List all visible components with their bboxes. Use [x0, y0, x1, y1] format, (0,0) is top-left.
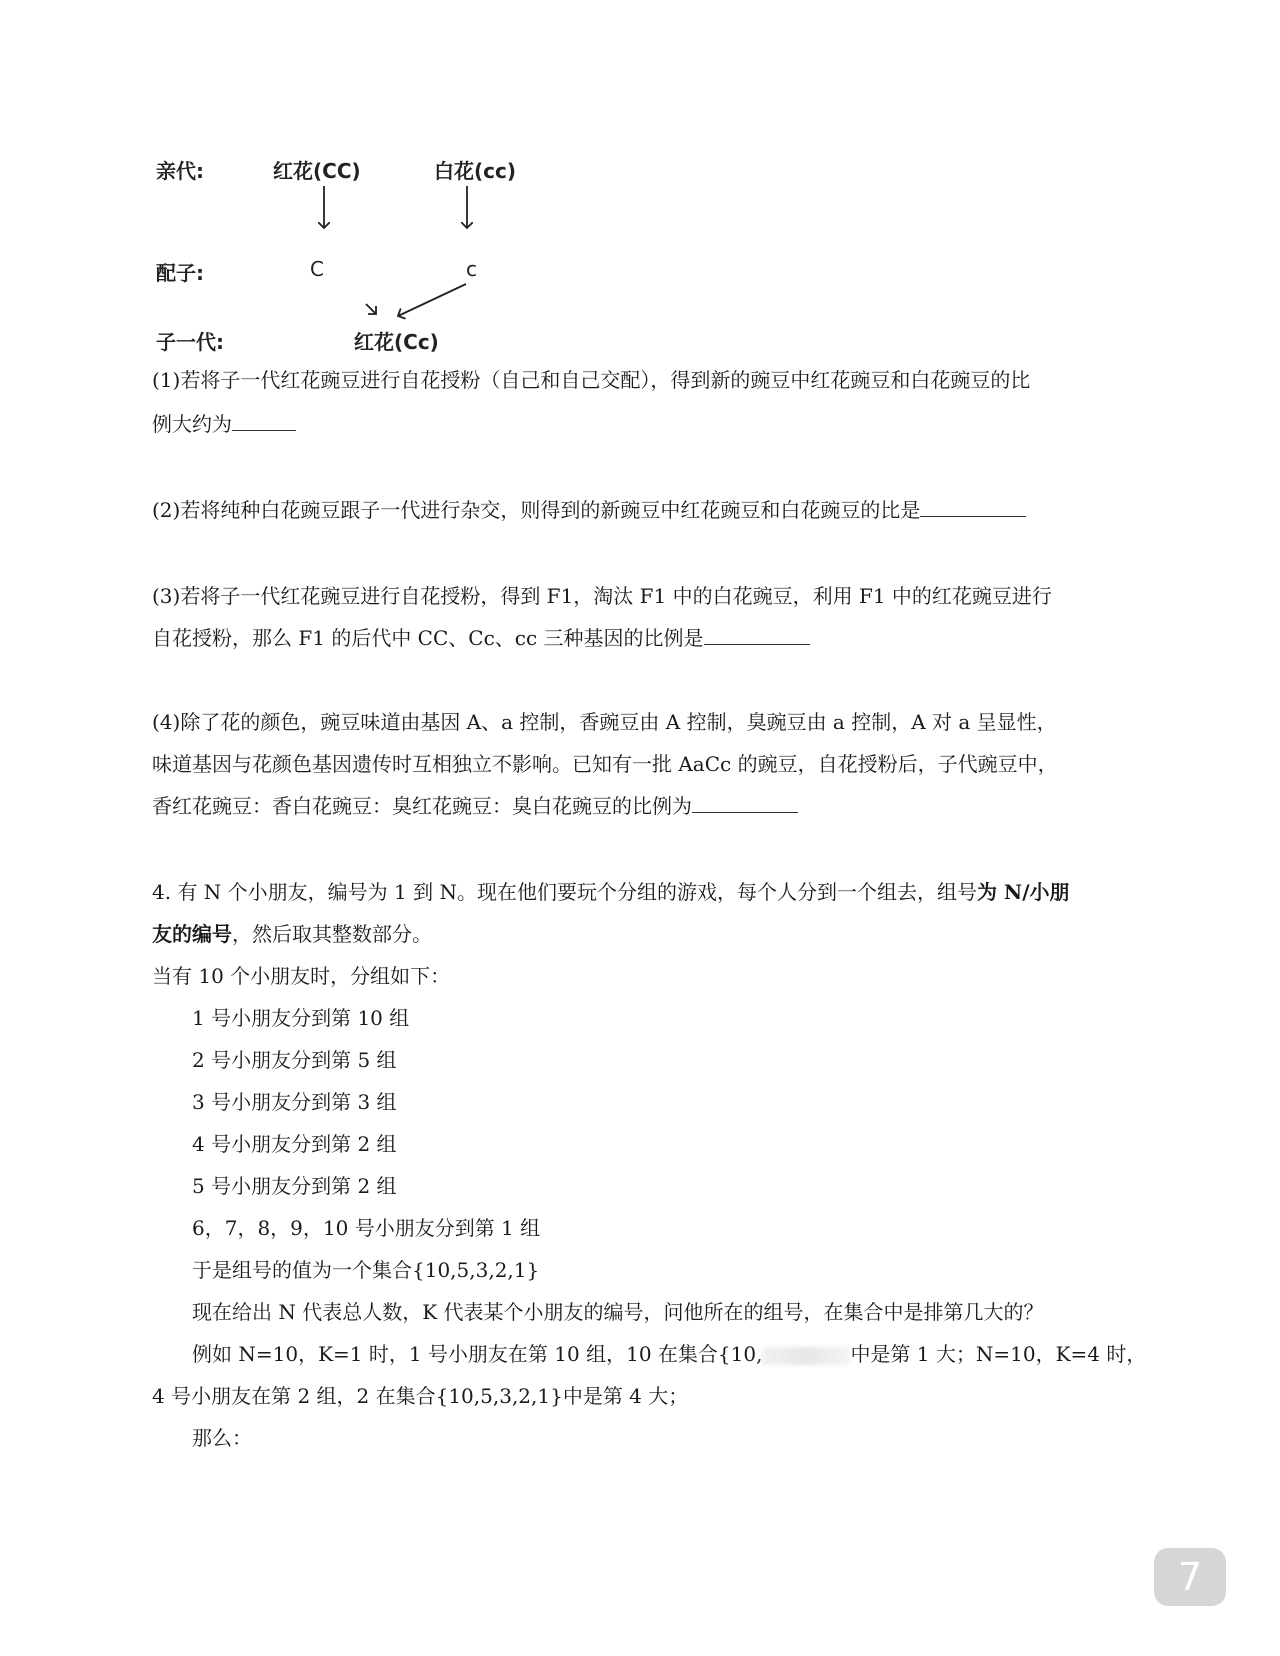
gamete-left: C: [310, 257, 324, 281]
example-line-2: 4 号小朋友在第 2 组，2 在集合{10,5,3,2,1}中是第 4 大；: [152, 1384, 689, 1408]
question-3-text: 自花授粉，那么 F1 的后代中 CC、Cc、cc 三种基因的比例是: [152, 626, 704, 650]
group-line: 4 号小朋友分到第 2 组: [192, 1132, 397, 1156]
blurred-region: [762, 1347, 850, 1365]
arrow-right-diagonal: [398, 284, 466, 316]
question-3-line-2: [152, 624, 810, 652]
group-line: 6，7，8，9，10 号小朋友分到第 1 组: [192, 1216, 541, 1240]
page-number-badge: 7: [1154, 1548, 1226, 1606]
group-line: 3 号小朋友分到第 3 组: [192, 1090, 397, 1114]
question-4-text: 香红花豌豆：香白花豌豆：臭红花豌豆：臭白花豌豆的比例为: [152, 794, 692, 818]
problem-4-line-1: [152, 878, 1070, 906]
set-line: 于是组号的值为一个集合{10,5,3,2,1}: [192, 1258, 540, 1282]
answer-blank-4[interactable]: [692, 792, 798, 813]
question-4-line-3: [152, 792, 798, 820]
group-line: 1 号小朋友分到第 10 组: [192, 1006, 410, 1030]
gamete-label: 配子:: [156, 261, 204, 285]
question-1-line-1: (1)若将子一代红花豌豆进行自花授粉（自己和自己交配），得到新的豌豆中红花豌豆和白花豌豆的比: [152, 368, 1031, 392]
question-4-line-1: (4)除了花的颜色，豌豆味道由基因 A、a 控制，香豌豆由 A 控制，臭豌豆由 a 控制，A 对 a 呈显性，: [152, 710, 1057, 734]
then-line: 那么：: [192, 1426, 252, 1450]
question-1-text: 例大约为: [152, 412, 232, 436]
answer-blank-2[interactable]: [920, 496, 1026, 517]
gamete-right: c: [466, 257, 477, 281]
question-line: 现在给出 N 代表总人数，K 代表某个小朋友的编号，问他所在的组号，在集合中是排第几大的？: [192, 1300, 1044, 1324]
question-2-line-1: [152, 496, 1026, 524]
answer-blank-1[interactable]: [232, 410, 296, 431]
question-2-text: (2)若将纯种白花豌豆跟子一代进行杂交，则得到的新豌豆中红花豌豆和白花豌豆的比是: [152, 498, 921, 522]
parent-red-flower: 红花(CC): [273, 159, 361, 183]
problem-4-text: 4. 有 N 个小朋友，编号为 1 到 N。现在他们要玩个分组的游戏，每个人分到一个组去，组号: [152, 880, 977, 904]
offspring-red-flower: 红花(Cc): [354, 330, 439, 354]
group-line: 5 号小朋友分到第 2 组: [192, 1174, 397, 1198]
answer-blank-3[interactable]: [704, 624, 810, 645]
parent-generation-label: 亲代:: [156, 159, 204, 183]
parent-white-flower: 白花(cc): [434, 159, 516, 183]
example-text-a: 例如 N=10，K=1 时，1 号小朋友在第 10 组，10 在集合{10,: [192, 1342, 763, 1366]
arrow-left-tip: [366, 304, 376, 314]
question-1-line-2: [152, 410, 296, 438]
problem-4-bold-text: 为 N/小朋: [976, 880, 1070, 904]
problem-4-intro: 当有 10 个小朋友时，分组如下：: [152, 964, 451, 988]
group-line: 2 号小朋友分到第 5 组: [192, 1048, 397, 1072]
problem-4-text-2: ，然后取其整数部分。: [232, 922, 432, 946]
example-line-1: [192, 1340, 1146, 1368]
question-4-line-2: 味道基因与花颜色基因遗传时互相独立不影响。已知有一批 AaCc 的豌豆，自花授粉后，子代豌豆中，: [152, 752, 1058, 776]
question-3-line-1: (3)若将子一代红花豌豆进行自花授粉，得到 F1，淘汰 F1 中的白花豌豆，利用 F1 中的红花豌豆进行: [152, 584, 1052, 608]
problem-4-line-2: [152, 920, 432, 948]
problem-4-bold-text-2: 友的编号: [152, 922, 232, 946]
example-text-b: 中是第 1 大；N=10，K=4 时，: [850, 1342, 1147, 1366]
offspring-label: 子一代:: [156, 330, 224, 354]
